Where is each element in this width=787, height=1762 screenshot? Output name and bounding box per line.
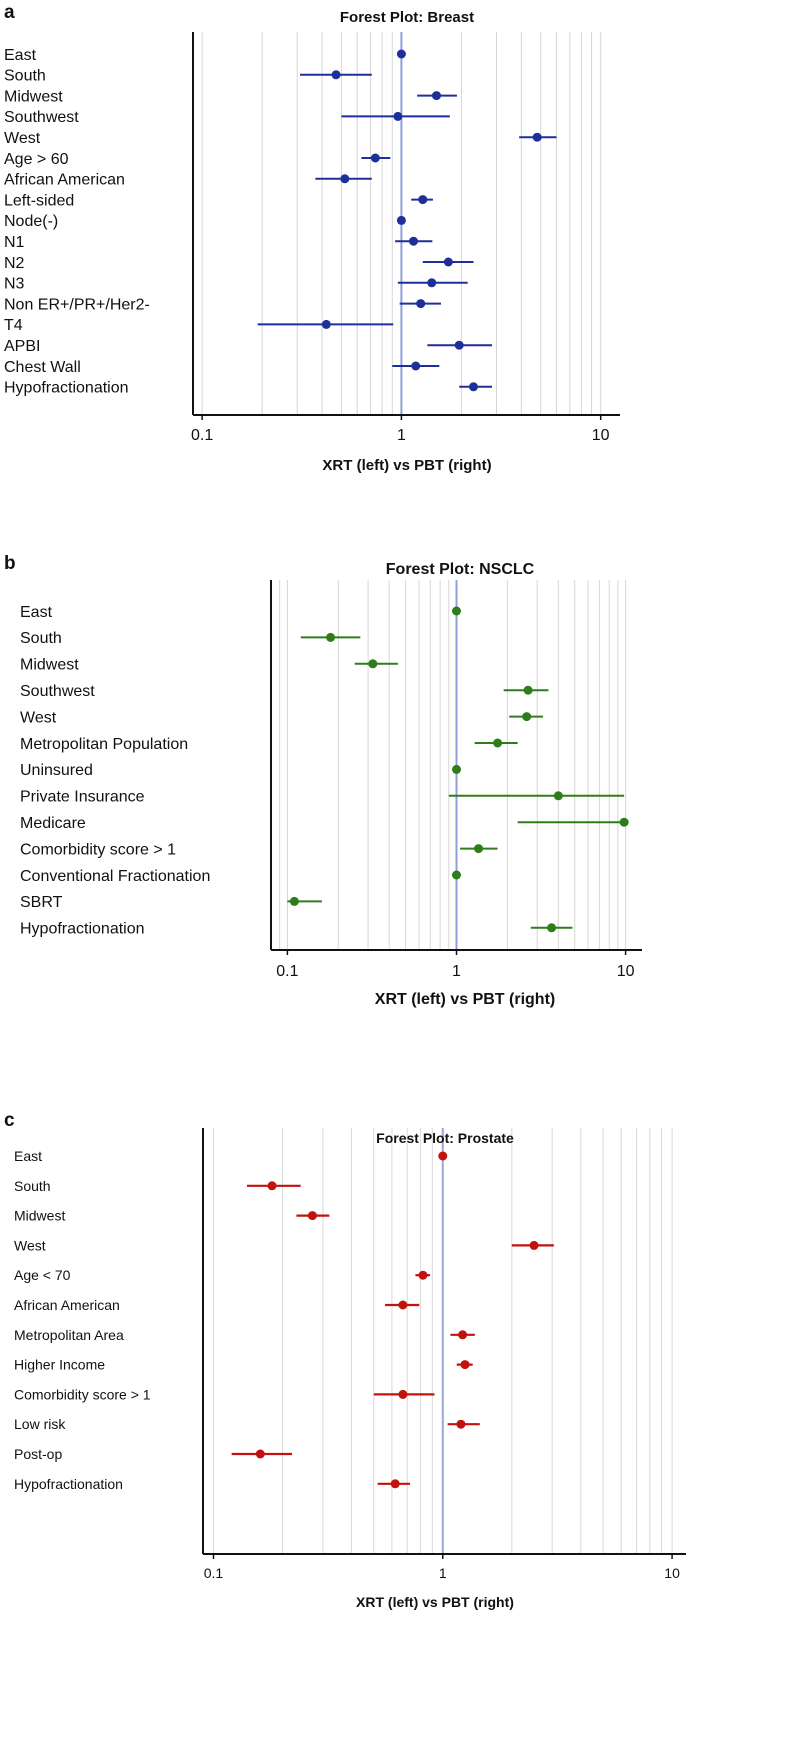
row-label: Conventional Fractionation	[20, 867, 211, 885]
row-label: SBRT	[20, 894, 63, 912]
chart-title: Forest Plot: Breast	[339, 9, 475, 26]
point-estimate	[456, 1420, 465, 1429]
row-label: Low risk	[14, 1416, 66, 1433]
row-label: West	[20, 709, 57, 727]
row-label: West	[4, 129, 41, 147]
x-axis-label: XRT (left) vs PBT (right)	[356, 1594, 514, 1610]
point-estimate	[268, 1181, 277, 1190]
row-label: Chest Wall	[4, 358, 81, 376]
x-tick-label: 10	[616, 963, 635, 980]
point-estimate	[398, 1301, 407, 1310]
x-axis-label: XRT (left) vs PBT (right)	[322, 457, 492, 474]
panel-letter-a: a	[4, 2, 15, 23]
point-estimate	[438, 1152, 447, 1161]
row-label: Age > 60	[4, 150, 69, 168]
row-label: Comorbidity score > 1	[20, 841, 177, 859]
point-estimate	[398, 1390, 407, 1399]
x-tick-label: 10	[591, 427, 610, 444]
row-label: Hypofractionation	[4, 379, 129, 397]
row-label: Post-op	[14, 1446, 63, 1463]
row-label: Comorbidity score > 1	[14, 1386, 151, 1403]
row-label: Hypofractionation	[20, 920, 145, 938]
row-label: East	[20, 603, 53, 621]
row-label: APBI	[4, 337, 41, 355]
row-label: Hypofractionation	[14, 1475, 123, 1492]
row-label: Left-sided	[4, 192, 75, 210]
point-estimate	[391, 1479, 400, 1488]
row-label: N1	[4, 233, 25, 251]
row-label: N3	[4, 275, 25, 293]
chart-title: Forest Plot: NSCLC	[385, 561, 535, 578]
row-label: African American	[4, 171, 125, 189]
row-label: Southwest	[4, 109, 79, 127]
x-tick-label: 0.1	[203, 1565, 224, 1581]
point-estimate	[308, 1211, 317, 1220]
row-label: Non ER+/PR+/Her2-	[4, 296, 150, 314]
row-label: Metropolitan Area	[14, 1326, 124, 1343]
row-label: South	[4, 67, 46, 85]
x-tick-label: 0.1	[190, 427, 214, 444]
point-estimate	[461, 1360, 470, 1369]
x-tick-label: 1	[396, 427, 406, 444]
x-tick-label: 0.1	[276, 963, 299, 980]
x-tick-label: 1	[438, 1565, 447, 1581]
point-estimate	[256, 1450, 265, 1459]
row-label: N2	[4, 254, 25, 272]
row-label: African American	[14, 1297, 120, 1314]
x-tick-label: 1	[452, 963, 461, 980]
row-label: Node(-)	[4, 213, 59, 231]
row-label: Age < 70	[14, 1267, 71, 1284]
row-label: South	[14, 1177, 51, 1194]
row-label: East	[14, 1148, 43, 1165]
row-label: Metropolitan Population	[20, 735, 189, 753]
row-label: West	[14, 1237, 46, 1254]
panel-letter-b: b	[4, 553, 16, 574]
row-label: Southwest	[20, 682, 95, 700]
x-tick-label: 10	[664, 1565, 680, 1581]
row-label: Higher Income	[14, 1356, 106, 1373]
row-label: Midwest	[14, 1207, 66, 1224]
point-estimate	[530, 1241, 539, 1250]
row-label: East	[4, 46, 37, 64]
chart-title: Forest Plot: Prostate	[376, 1130, 514, 1146]
row-label: Uninsured	[20, 762, 93, 780]
panel-letter-c: c	[4, 1110, 15, 1131]
row-label: Midwest	[20, 656, 79, 674]
point-estimate	[419, 1271, 428, 1280]
row-label: Midwest	[4, 88, 63, 106]
row-label: South	[20, 630, 62, 648]
x-axis-label: XRT (left) vs PBT (right)	[374, 991, 556, 1008]
row-label: Private Insurance	[20, 788, 145, 806]
row-label: T4	[4, 317, 23, 335]
point-estimate	[458, 1330, 467, 1339]
row-label: Medicare	[20, 814, 86, 832]
